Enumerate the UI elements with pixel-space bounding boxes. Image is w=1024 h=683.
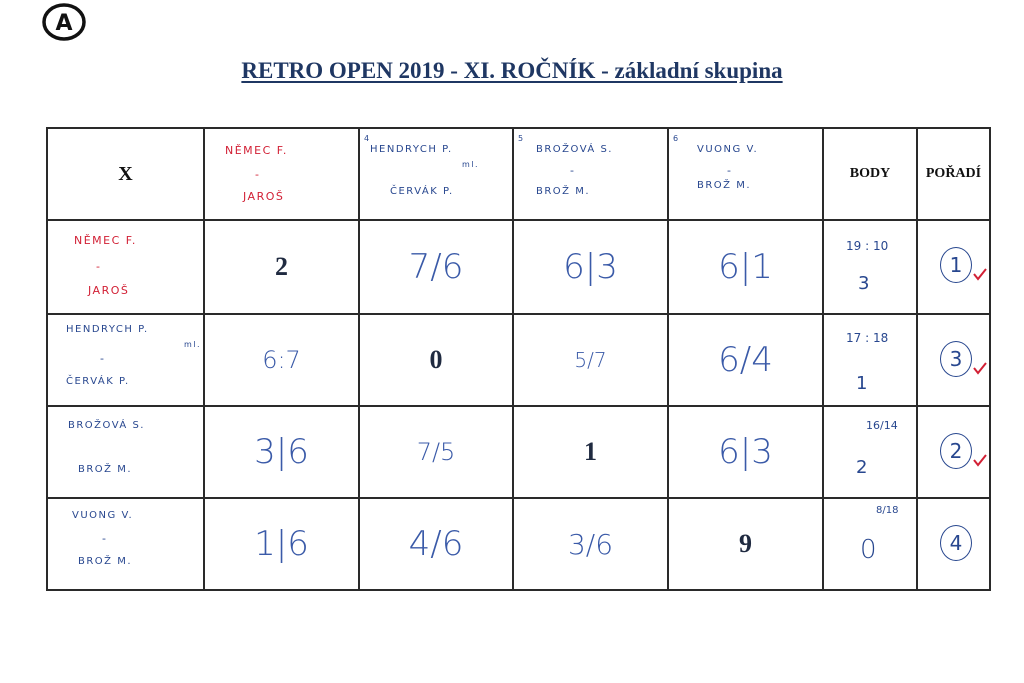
row-4-line1: VUONG V.	[72, 510, 134, 521]
row-1-diagonal: 2	[204, 220, 359, 314]
header-row	[47, 128, 990, 220]
header-team-2	[359, 128, 513, 220]
row-3-diagonal: 1	[513, 406, 668, 498]
row-3-score-2: 7/5	[359, 406, 513, 498]
row-1-line1: NĚMEC F.	[74, 234, 137, 247]
row-1-body	[823, 220, 917, 314]
row-1-score-4: 6|1	[668, 220, 823, 314]
header-team-4-dash: -	[727, 164, 733, 177]
header-team-1-line1: NĚMEC F.	[225, 144, 288, 157]
rank-header: POŘADÍ	[917, 128, 990, 220]
row-2-body	[823, 314, 917, 406]
row-1-body-ratio: 19 : 10	[846, 239, 889, 253]
row-1-body-points: 3	[858, 273, 870, 294]
header-team-4	[668, 128, 823, 220]
row-3-score-4: 6|3	[668, 406, 823, 498]
row-1-line2: JAROŠ	[88, 284, 130, 297]
row-3-body-ratio: 16/14	[866, 419, 898, 432]
corner-cell: X	[47, 128, 204, 220]
header-team-2-seed: 4	[364, 134, 371, 143]
row-4-diagonal: 9	[668, 498, 823, 590]
row-2-body-ratio: 17 : 18	[846, 331, 889, 345]
row-2-diagonal: 0	[359, 314, 513, 406]
row-3-score-1: 3|6	[204, 406, 359, 498]
row-2-rank-cell	[917, 314, 990, 406]
row-3-body	[823, 406, 917, 498]
header-team-1-line2: JAROŠ	[243, 190, 285, 203]
row-1-team	[47, 220, 204, 314]
row-2-body-points: 1	[856, 373, 868, 394]
svg-text:A: A	[55, 11, 73, 36]
row-4-rank: 4	[940, 525, 972, 561]
check-icon	[972, 267, 988, 281]
check-icon	[972, 361, 988, 375]
row-2-dash: -	[100, 352, 106, 365]
header-team-3-seed: 5	[518, 134, 525, 143]
header-team-2-line1: HENDRYCH P.	[370, 144, 453, 155]
check-icon	[972, 453, 988, 467]
row-4-body	[823, 498, 917, 590]
row-2-extra: ml.	[184, 340, 202, 349]
row-3-rank: 2	[940, 433, 972, 469]
row-2-score-1: 6:7	[204, 314, 359, 406]
row-4-body-ratio: 8/18	[876, 505, 899, 516]
row-1-rank: 1	[940, 247, 972, 283]
header-team-4-line1: VUONG V.	[697, 144, 759, 155]
header-team-4-line2: BROŽ M.	[697, 180, 752, 191]
row-4-body-points: 0	[860, 535, 877, 565]
page-title: RETRO OPEN 2019 - XI. ROČNÍK - základní skupina	[241, 58, 783, 83]
table-row	[47, 498, 990, 590]
row-2-score-3: 5/7	[513, 314, 668, 406]
results-table	[46, 127, 991, 591]
header-team-3-line1: BROŽOVÁ S.	[536, 144, 613, 155]
header-team-3-line2: BROŽ M.	[536, 186, 591, 197]
header-team-3	[513, 128, 668, 220]
header-team-2-extra: ml.	[462, 160, 480, 169]
row-2-rank: 3	[940, 341, 972, 377]
row-4-team	[47, 498, 204, 590]
table-row	[47, 220, 990, 314]
row-1-score-3: 6|3	[513, 220, 668, 314]
row-3-line2: BROŽ M.	[78, 464, 133, 475]
row-4-line2: BROŽ M.	[78, 556, 133, 567]
group-letter-mark	[40, 2, 88, 42]
row-3-body-points: 2	[856, 457, 868, 478]
row-2-score-4: 6/4	[668, 314, 823, 406]
row-4-score-1: 1|6	[204, 498, 359, 590]
header-team-4-seed: 6	[673, 134, 680, 143]
header-team-2-line2: ČERVÁK P.	[390, 186, 454, 197]
header-team-1	[204, 128, 359, 220]
row-4-dash: -	[102, 532, 108, 545]
row-1-dash: -	[96, 260, 102, 273]
row-1-rank-cell	[917, 220, 990, 314]
row-4-score-3: 3/6	[513, 498, 668, 590]
table-row	[47, 314, 990, 406]
row-3-rank-cell	[917, 406, 990, 498]
row-1-score-2: 7/6	[359, 220, 513, 314]
body-header: BODY	[823, 128, 917, 220]
row-2-team	[47, 314, 204, 406]
header-team-3-dash: -	[570, 164, 576, 177]
header-team-1-dash: -	[255, 168, 261, 181]
row-2-line1: HENDRYCH P.	[66, 324, 149, 335]
row-4-score-2: 4/6	[359, 498, 513, 590]
row-3-line1: BROŽOVÁ S.	[68, 420, 145, 431]
row-2-line2: ČERVÁK P.	[66, 376, 130, 387]
table-row	[47, 406, 990, 498]
row-3-team	[47, 406, 204, 498]
row-4-rank-cell	[917, 498, 990, 590]
